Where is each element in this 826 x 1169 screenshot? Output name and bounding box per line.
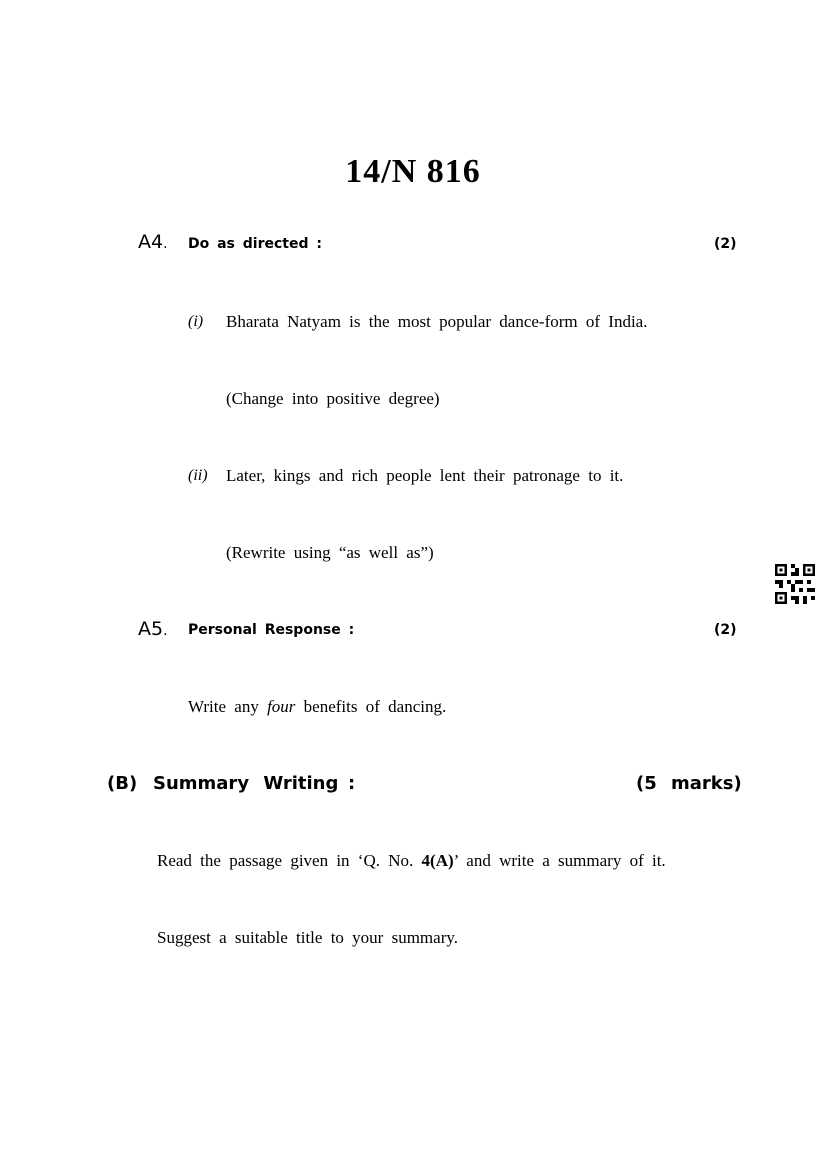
page-code: 14/N 816 <box>345 153 481 190</box>
question-a5-marks: (2) <box>714 622 737 638</box>
a4-item-1-instruction: (Change into positive degree) <box>226 389 440 408</box>
qr-code-icon <box>775 564 815 604</box>
section-b-title: Summary Writing <box>153 773 339 794</box>
section-b-colon: : <box>348 773 356 794</box>
question-a4-heading: Do as directed : <box>188 236 322 252</box>
section-b-line-2: Suggest a suitable title to your summary. <box>157 928 458 947</box>
section-b-line-1: Read the passage given in ‘Q. No. 4(A)’ and write a summary of it. <box>157 851 666 870</box>
a4-item-1-label: (i) <box>188 313 204 330</box>
question-a5-number: A5. <box>138 618 168 640</box>
question-a4-number: A4. <box>138 231 168 253</box>
a5-prompt: Write any four benefits of dancing. <box>188 697 447 716</box>
section-b-marks: (5 marks) <box>636 773 742 794</box>
question-a4-marks: (2) <box>714 236 737 252</box>
section-b-label: (B) <box>107 773 138 794</box>
question-a5-heading: Personal Response : <box>188 622 355 638</box>
a4-item-1-sentence: Bharata Natyam is the most popular dance-form of India. <box>226 312 648 331</box>
a4-item-2-label: (ii) <box>188 467 208 484</box>
a4-item-2-instruction: (Rewrite using “as well as”) <box>226 543 434 562</box>
a4-item-2-sentence: Later, kings and rich people lent their patronage to it. <box>226 466 624 485</box>
